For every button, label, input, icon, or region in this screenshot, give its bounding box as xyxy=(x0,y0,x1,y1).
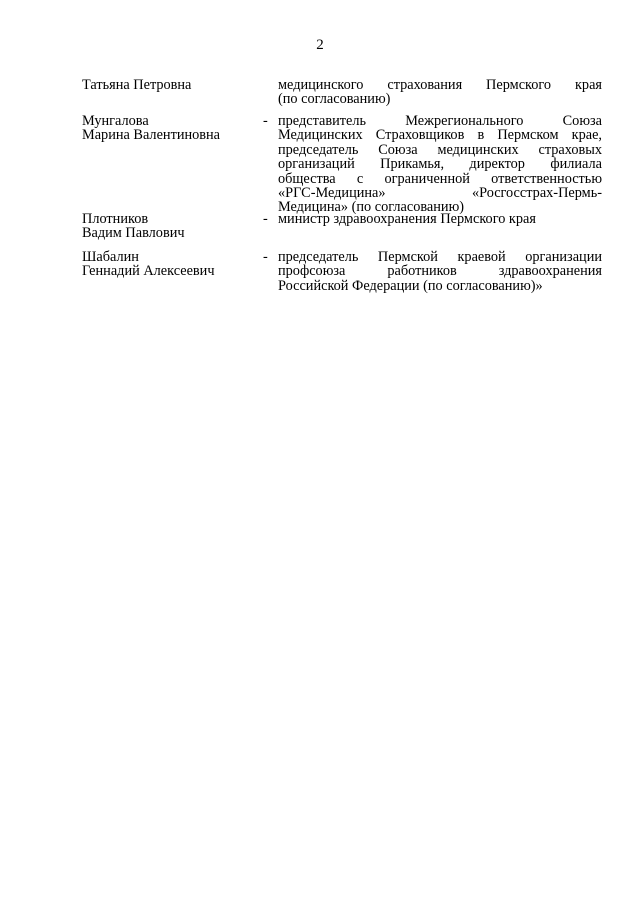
member-given-names: Марина Валентиновна xyxy=(82,127,221,144)
description-line: (по согласованию) xyxy=(278,91,391,108)
member-given-names: Вадим Павлович xyxy=(82,225,185,242)
page-number: 2 xyxy=(316,37,324,53)
separator-dash: - xyxy=(263,211,268,227)
member-name xyxy=(82,78,257,92)
separator-dash: - xyxy=(263,249,268,265)
description-line: общества с ограниченной ответственностью xyxy=(278,170,602,187)
member-surname: Шабалин xyxy=(82,249,139,265)
member-surname: Плотников xyxy=(82,211,149,227)
description-line: представитель Межрегионального Союза xyxy=(278,113,602,129)
member-description xyxy=(278,78,602,107)
member-name xyxy=(82,212,257,241)
member-name xyxy=(82,114,257,143)
description-line: Медицина» (по согласованию) xyxy=(278,199,465,216)
member-description xyxy=(278,250,602,293)
description-line: председатель Пермской краевой организации xyxy=(278,249,602,265)
description-line: медицинского страхования Пермского края xyxy=(278,77,602,93)
member-name-line: Татьяна Петровна xyxy=(82,77,192,93)
member-surname: Мунгалова xyxy=(82,113,149,129)
description-line: министр здравоохранения Пермского края xyxy=(278,211,536,227)
description-line: Медицинских Страховщиков в Пермском крае, xyxy=(278,127,602,144)
separator-dash: - xyxy=(263,113,268,129)
description-line: организаций Прикамья, директор филиала xyxy=(278,156,602,173)
member-description xyxy=(278,114,602,215)
description-line: профсоюза работников здравоохранения xyxy=(278,263,602,280)
member-name xyxy=(82,250,257,279)
description-line: председатель Союза медицинских страховых xyxy=(278,141,602,158)
member-description xyxy=(278,212,602,226)
description-line: Российской Федерации (по согласованию)» xyxy=(278,277,543,294)
description-line: «РГС-Медицина» «Росгосстрах-Пермь- xyxy=(278,185,602,202)
member-given-names: Геннадий Алексеевич xyxy=(82,263,215,280)
